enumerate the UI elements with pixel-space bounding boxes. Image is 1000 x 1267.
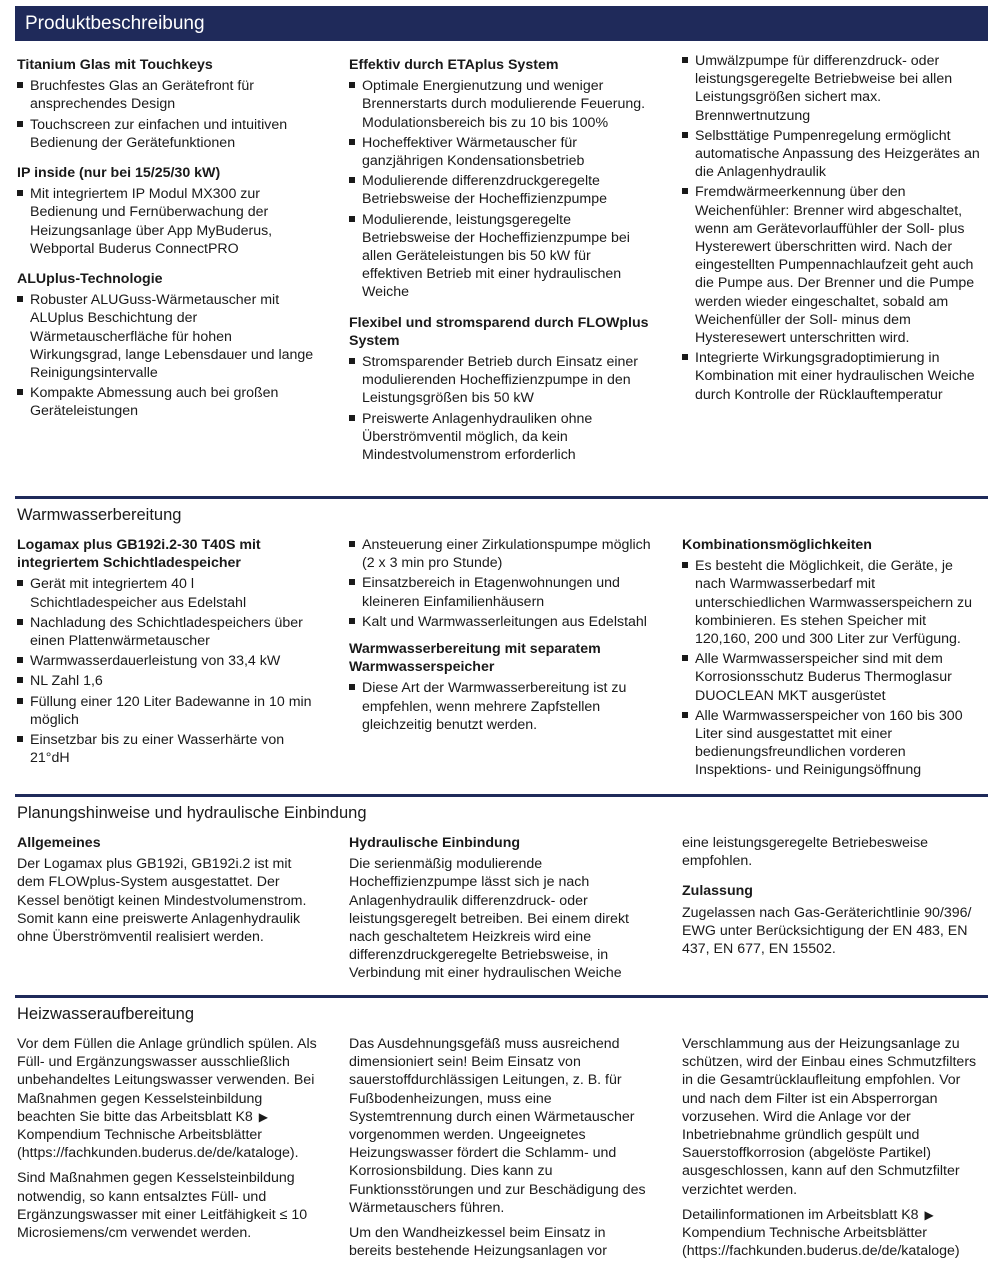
subheading-aluplus: ALUplus-Technologie <box>17 271 163 288</box>
subheading-logamax: Logamax plus GB192i.2-30 T40S mit integriertem Schichtladespeicher <box>17 537 261 572</box>
titanium-list <box>17 77 320 152</box>
heiz-column-1 <box>17 1035 320 1249</box>
list-item: Integrierte Wirkungsgradoptimierung in Kombination mit einer hydraulischen Weiche durch Kontrolle der Rücklauftemperatur <box>682 349 985 404</box>
list-item: NL Zahl 1,6 <box>17 672 320 690</box>
eta-list <box>349 77 652 301</box>
section-produktbeschreibung <box>15 53 988 486</box>
list-item: Nachladung des Schichtladespeichers über einen Plattenwärmetauscher <box>17 614 320 650</box>
heiz-column-3 <box>682 1035 985 1267</box>
produktbeschreibung-banner: Produktbeschreibung <box>15 6 988 41</box>
zirkulation-list <box>349 536 652 631</box>
separater-speicher-list <box>349 679 652 734</box>
list-item: Fremdwärmeerkennung über den Weichenfühler: Brenner wird abgeschaltet, wenn am Gerätevorlauffühler der Soll- plus Hysterewert überschritten wird. Nach der eingestellten Pumpennachlaufzeit geht auch die Pumpe aus. Der Brenner und die Pumpe werden wieder eingeschaltet, sobald am Weichenfüller der Soll- minus dem Hysteresewert unterschritten wird. <box>682 183 985 347</box>
list-item: Hocheffektiver Wärmetauscher für ganzjährigen Kondensationsbetrieb <box>349 134 652 170</box>
alu-list <box>17 291 320 420</box>
list-item: Gerät mit integriertem 40 l Schichtladespeicher aus Edelstahl <box>17 575 320 611</box>
plan-column-3 <box>682 834 985 965</box>
paragraph-text: Detailinformationen im Arbeitsblatt K8 <box>682 1206 919 1223</box>
plan-column-1 <box>17 834 320 953</box>
list-item: Alle Warmwasserspeicher von 160 bis 300 Liter sind ausgestattet mit einer bedienungsfreundlichen vorderen Inspektions- und Reinigungsöffnung <box>682 707 985 780</box>
warm-column-1 <box>17 536 320 769</box>
subheading-ip-inside: IP inside (nur bei 15/25/30 kW) <box>17 165 221 182</box>
produkt-column-2 <box>349 56 652 466</box>
list-item: Warmwasserdauerleistung von 33,4 kW <box>17 652 320 670</box>
section-heading: Planungshinweise und hydraulische Einbindung <box>15 794 988 824</box>
list-item: Kompakte Abmessung auch bei großen Geräteleistungen <box>17 384 320 420</box>
list-item: Modulierende differenzdruckgeregelte Betriebsweise der Hocheffizienzpumpe <box>349 172 652 208</box>
list-item: Einsatzbereich in Etagenwohnungen und kleineren Einfamilienhäusern <box>349 574 652 610</box>
list-item: Selbsttätige Pumpenregelung ermöglicht automatische Anpassung des Heizgerätes an die Anlagenhydraulik <box>682 127 985 182</box>
list-item: Mit integriertem IP Modul MX300 zur Bedienung und Fernüberwachung der Heizungsanlage über App MyBuderus, Webportal Buderus ConnectPRO <box>17 185 320 258</box>
paragraph: eine leistungsgeregelte Betriebesweise empfohlen. <box>682 835 929 870</box>
list-item: Preiswerte Anlagenhydrauliken ohne Überströmventil möglich, da kein Mindestvolumenstrom erforderlich <box>349 410 652 465</box>
list-item: Umwälzpumpe für differenzdruck- oder leistungsgeregelte Betriebweise bei allen Leistungsgrößen sichert max. Brennwertnutzung <box>682 52 985 125</box>
paragraph-text: Kompendium Technische Arbeitsblätter (https://fachkunden.buderus.de/de/kataloge). <box>17 1127 299 1162</box>
pump-list <box>682 52 985 404</box>
list-item: Modulierende, leistungsgeregelte Betriebsweise der Hocheffizienzpumpe bei allen Geräteleistungen bis 50 kW für effektiven Betrieb mit einer hydraulischen Weiche <box>349 211 652 302</box>
paragraph: Das Ausdehnungsgefäß muss ausreichend dimensioniert sein! Beim Einsatz von sauerstoffdurchlässigen Leitungen, z. B. für Fußbodenheizungen, muss eine Systemtrennung durch einen Wärmetauscher vorgenommen werden. Ungeeignetes Heizungswasser fördert die Schlamm- und Korrosionsbildung. Dies kann zu Funktionsstörungen und zur Beschädigung des Wärmetauschers führen. <box>349 1036 646 1216</box>
paragraph: Sind Maßnahmen gegen Kesselsteinbildung notwendig, so kann entsalztes Füll- und Ergänzungswasser mit einer Leitfähigkeit ≤ 10 Microsiemens/cm verwendet werden. <box>17 1170 308 1242</box>
list-item: Touchscreen zur einfachen und intuitiven Bedienung der Gerätefunktionen <box>17 116 320 152</box>
list-item: Alle Warmwasserspeicher sind mit dem Korrosionsschutz Buderus Thermoglasur DUOCLEAN MKT ausgerüstet <box>682 650 985 705</box>
paragraph: Der Logamax plus GB192i, GB192i.2 ist mit dem FLOWplus-System ausgestattet. Der Kessel benötigt keinen Mindestvolumenstrom. Somit kann eine preiswerte Anlagenhydraulik ohne Überströmventil realisiert werden. <box>17 856 307 946</box>
section-heading: Heizwasseraufbereitung <box>15 995 988 1025</box>
paragraph <box>17 1035 320 1162</box>
warm-column-2 <box>349 536 652 736</box>
paragraph: Die serienmäßig modulierende Hocheffizienzpumpe lässt sich je nach Anlagenhydraulik differenzdruck- oder leistungsgeregelt betreiben. Bei einem direkt nach geschaltetem Heizkreis wird eine differenzdruckgeregelte Betriebsweise, in Verbindung mit einer hydraulischen Weiche <box>349 856 629 982</box>
paragraph-text: Vor dem Füllen die Anlage gründlich spülen. Als Füll- und Ergänzungswasser ausschließlich unbehandeltes Leitungswasser verwenden. Bei Maßnahmen gegen Kesselsteinbildung beachten Sie bitte das Arbeitsblatt K8 <box>17 1036 317 1125</box>
list-item: Stromsparender Betrieb durch Einsatz einer modulierenden Hocheffizienzpumpe in den Leistungsgrößen bis 50 kW <box>349 353 652 408</box>
paragraph: Um den Wandheizkessel beim Einsatz in bereits bestehende Heizungsanlagen vor <box>349 1225 607 1260</box>
list-item: Füllung einer 120 Liter Badewanne in 10 min möglich <box>17 693 320 729</box>
paragraph-text: Kompendium Technische Arbeitsblätter (https://fachkunden.buderus.de/de/kataloge) <box>682 1225 960 1260</box>
section-heading: Warmwasserbereitung <box>15 496 988 526</box>
section-warmwasser <box>15 496 988 791</box>
subheading-separater-speicher: Warmwasserbereitung mit separatem Warmwasserspeicher <box>349 641 601 676</box>
subheading-kombination: Kombinationsmöglichkeiten <box>682 537 872 553</box>
heiz-column-2 <box>349 1035 652 1267</box>
arrow-right-icon: ▶ <box>258 1109 269 1124</box>
subheading-hydraulische-einbindung: Hydraulische Einbindung <box>349 835 521 851</box>
list-item: Einsetzbar bis zu einer Wasserhärte von 21°dH <box>17 731 320 767</box>
section-planungshinweise <box>15 794 988 989</box>
section-heizwasser <box>15 995 988 1267</box>
ip-list <box>17 185 320 258</box>
subheading-flowplus: Flexibel und stromsparend durch FLOWplus System <box>349 314 649 349</box>
produkt-column-1 <box>17 56 320 423</box>
flow-list <box>349 353 652 464</box>
list-item: Bruchfestes Glas an Gerätefront für ansprechendes Design <box>17 77 320 113</box>
list-item: Kalt und Warmwasserleitungen aus Edelstahl <box>349 613 652 631</box>
warm-column-3 <box>682 536 985 782</box>
paragraph: Zugelassen nach Gas-Geräterichtlinie 90/396/ EWG unter Berücksichtigung der EN 483, EN 437, EN 677, EN 15502. <box>682 904 972 958</box>
list-item: Optimale Energienutzung und weniger Brennerstarts durch modulierende Feuerung. Modulationsbereich bis zu 10 bis 100% <box>349 77 652 132</box>
paragraph <box>682 1206 985 1261</box>
list-item: Robuster ALUGuss-Wärmetauscher mit ALUplus Beschichtung der Wärmetauscherfläche für hohen Wirkungsgrad, lange Lebensdauer und lange Reinigungsintervalle <box>17 291 320 382</box>
plan-column-2 <box>349 834 652 990</box>
kombination-list <box>682 557 985 779</box>
list-item: Diese Art der Warmwasserbereitung ist zu empfehlen, wenn mehrere Zapfstellen gleichzeitig benutzt werden. <box>349 679 652 734</box>
subheading-allgemeines: Allgemeines <box>17 835 101 851</box>
produkt-column-3 <box>682 52 985 406</box>
arrow-right-icon: ▶ <box>924 1207 934 1222</box>
paragraph: Verschlammung aus der Heizungsanlage zu schützen, wird der Einbau eines Schmutzfilters in die Gesamtrücklaufleitung empfohlen. Vor und nach dem Filter ist ein Absperrorgan vorzusehen. Wird die Anlage vor der Inbetriebnahme gründlich gespült und Sauerstoffkorrosion (abgelöste Partikel) ausgeschlossen, kann auf den Schmutzfilter verzichtet werden. <box>682 1036 977 1198</box>
list-item: Es besteht die Möglichkeit, die Geräte, je nach Warmwasserbedarf mit unterschiedlichen Warmwasserspeichern zu kombinieren. Es stehen Speicher mit 120,160, 200 und 300 Liter zur Verfügung. <box>682 557 985 648</box>
subheading-zulassung: Zulassung <box>682 883 753 900</box>
subheading-titanium: Titanium Glas mit Touchkeys <box>17 57 213 73</box>
logamax-list <box>17 575 320 767</box>
subheading-etaplus: Effektiv durch ETAplus System <box>349 57 559 73</box>
list-item: Ansteuerung einer Zirkulationspumpe möglich (2 x 3 min pro Stunde) <box>349 536 652 572</box>
